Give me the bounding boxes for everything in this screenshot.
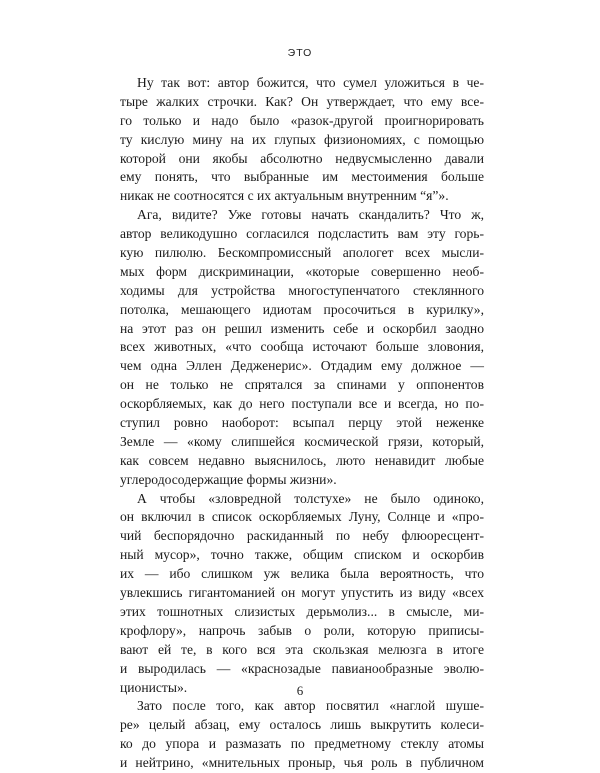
page-number: 6 bbox=[296, 683, 304, 698]
text-line: их — ибо слишком уж велика была вероятность, что bbox=[120, 566, 484, 582]
text-line: он включил в список оскорбляемых Луну, Солнце и «про- bbox=[120, 509, 484, 525]
text-line: Ага, видите? Уже готовы начать скандалить? Что ж, bbox=[137, 207, 484, 223]
text-line: чем одна Эллен Дедженерис». Отдадим ему должное — bbox=[120, 358, 484, 374]
text-line: го только и надо было «разок-другой проигнорировать bbox=[120, 112, 484, 128]
text-line: никак не соотносятся с их актуальным внутренним “я”». bbox=[120, 188, 449, 204]
text-line: ходимы для устройства многоступенчатого стеклянного bbox=[120, 282, 484, 298]
text-line: крофлору», напрочь забыв о роли, которую приписы- bbox=[120, 622, 484, 638]
text-line: увлекшись гигантоманией он могут упустить из виду «всех bbox=[120, 585, 484, 601]
paragraph bbox=[120, 206, 484, 489]
text-line: ре» целый абзац, ему осталось лишь выкрутить колеси- bbox=[120, 717, 484, 733]
text-line: как совсем недавно выяснилось, люто ненавидит любые bbox=[120, 452, 484, 468]
text-line: ту кислую мину на их глупых физиономиях, с помощью bbox=[120, 131, 484, 147]
text-line: тыре жалких строчки. Как? Он утверждает, что ему все- bbox=[120, 93, 484, 109]
text-line: А чтобы «зловредной толстухе» не было одиноко, bbox=[137, 490, 484, 506]
text-line: потолка, мешающего идиотам просочиться в курилку», bbox=[120, 301, 484, 317]
text-line: он не только не спрятался за спинами у оппонентов bbox=[120, 377, 484, 393]
text-line: кую пилюлю. Бескомпромиссный апологет всех мысли- bbox=[120, 245, 484, 261]
text-line: ционисты». bbox=[120, 679, 188, 695]
text-line: ступил ровно наоборот: всыпал перцу этой неженке bbox=[120, 415, 484, 431]
running-head: ЭТО bbox=[287, 47, 313, 59]
text-line: которой они якобы абсолютно недвусмысленно давали bbox=[120, 150, 484, 166]
text-line: ный мусор», точно также, общим списком и оскорбив bbox=[120, 547, 484, 563]
text-line: автор великодушно согласился подсластить вам эту горь- bbox=[120, 226, 484, 242]
paragraph bbox=[120, 74, 484, 206]
paragraph bbox=[120, 490, 484, 698]
text-line: оскорбляемых, как до него поступали все и всегда, но по- bbox=[120, 396, 484, 412]
text-line: мых форм дискриминации, «которые совершенно необ- bbox=[120, 263, 484, 279]
text-line: этих тошнотных слизистых дерьмолиз... в смысле, ми- bbox=[120, 603, 484, 619]
text-line: всех животных, «что сообща источают больше зловония, bbox=[120, 339, 484, 355]
text-line: Ну так вот: автор божится, что сумел уложиться в че- bbox=[137, 75, 484, 90]
text-line: вают ей те, в кого вся эта скользкая мелюзга в итоге bbox=[120, 641, 484, 657]
text-line: Земле — «кому слипшейся космической грязи, который, bbox=[120, 433, 484, 449]
text-line: углеродосодержащие формы жизни». bbox=[120, 471, 337, 487]
paragraph bbox=[120, 697, 484, 773]
text-line: на этот раз он решил изменить себе и оскорбил заодно bbox=[120, 320, 484, 336]
text-line: чий беспорядочно раскиданный по небу флюоресцент- bbox=[120, 528, 484, 544]
text-line: и выродилась — «краснозадые павианообразные эволю- bbox=[120, 660, 484, 676]
text-line: ко до упора и размазать по предметному стеклу атомы bbox=[120, 736, 484, 752]
text-line: и нейтрино, «мнительных проныр, чья роль в публичном bbox=[120, 755, 484, 771]
body-text bbox=[120, 74, 484, 773]
text-line: ему понять, что выбранные им местоимения больше bbox=[120, 169, 484, 185]
text-line: Зато после того, как автор посвятил «наглой шуше- bbox=[137, 698, 484, 714]
